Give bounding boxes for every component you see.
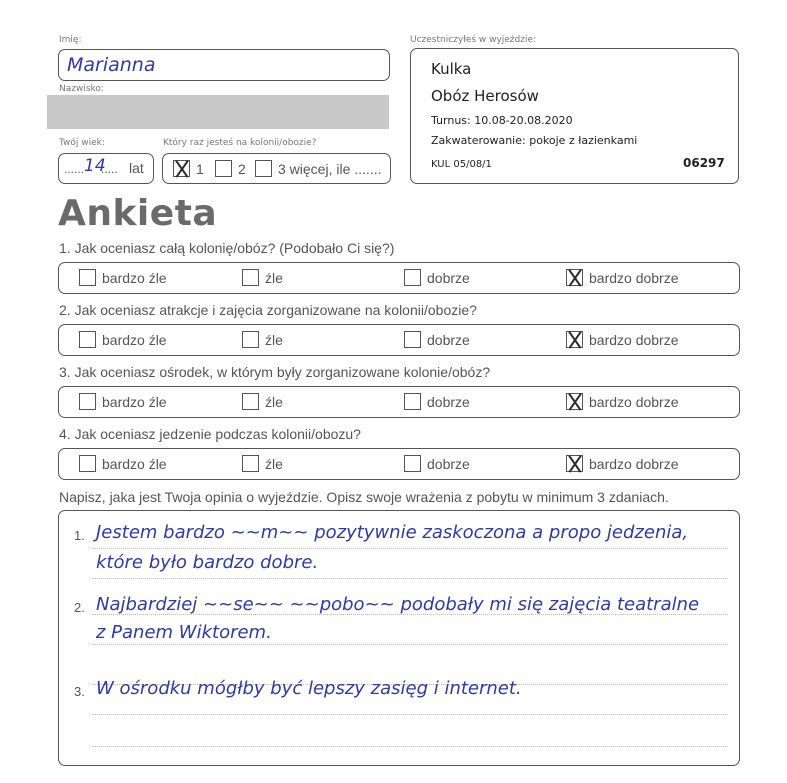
option-bardzo-dobrze[interactable]: bardzo dobrze bbox=[566, 331, 679, 348]
answer-1-line-2: które było bardzo dobre. bbox=[96, 552, 319, 573]
option-bardzo-dobrze[interactable]: bardzo dobrze bbox=[566, 393, 679, 410]
checkbox-checked-icon[interactable] bbox=[566, 331, 583, 348]
checkbox-checked-icon[interactable] bbox=[173, 160, 190, 177]
answer-number-3: 3. bbox=[74, 684, 85, 699]
checkbox-icon[interactable] bbox=[255, 160, 272, 177]
option-dobrze[interactable]: dobrze bbox=[404, 455, 470, 472]
option-dobrze[interactable]: dobrze bbox=[404, 393, 470, 410]
imie-field[interactable] bbox=[58, 49, 390, 81]
answer-number-1: 1. bbox=[74, 528, 85, 543]
ktory-raz-option-1[interactable]: 1 bbox=[173, 160, 204, 177]
ticket-zakwaterowanie: Zakwaterowanie: pokoje z łazienkami bbox=[431, 134, 638, 147]
option-bardzo-dobrze[interactable]: bardzo dobrze bbox=[566, 269, 679, 286]
option-dobrze[interactable]: dobrze bbox=[404, 269, 470, 286]
wiek-field[interactable]: ...... 14 ..... lat bbox=[58, 153, 154, 184]
answer-2-line-1: Najbardziej ~~se~~ ~~pobo~~ podobały mi się zajęcia teatralne bbox=[96, 594, 700, 615]
nazwisko-redacted bbox=[47, 95, 389, 129]
wiek-suffix: lat bbox=[129, 160, 144, 176]
ktory-raz-label: Który raz jesteś na kolonii/obozie? bbox=[163, 138, 317, 148]
checkbox-icon[interactable] bbox=[79, 331, 96, 348]
checkbox-icon[interactable] bbox=[79, 455, 96, 472]
checkbox-icon[interactable] bbox=[79, 393, 96, 410]
ktory-raz-field bbox=[162, 153, 391, 184]
option-zle[interactable]: źle bbox=[242, 269, 283, 286]
imie-label: Imię: bbox=[59, 35, 82, 45]
wiek-value: 14 bbox=[84, 156, 106, 176]
checkbox-icon[interactable] bbox=[404, 269, 421, 286]
option-bardzo-zle[interactable]: bardzo źle bbox=[79, 455, 167, 472]
ticket-camp: Obóz Herosów bbox=[431, 87, 539, 105]
checkbox-icon[interactable] bbox=[242, 269, 259, 286]
option-zle[interactable]: źle bbox=[242, 393, 283, 410]
answer-3-line-1: W ośrodku mógłby być lepszy zasięg i internet. bbox=[96, 678, 522, 699]
checkbox-icon[interactable] bbox=[79, 269, 96, 286]
checkbox-icon[interactable] bbox=[242, 331, 259, 348]
page-title: Ankieta bbox=[58, 193, 218, 234]
question-4: 4. Jak oceniasz jedzenie podczas kolonii/obozu? bbox=[59, 426, 361, 442]
option-zle[interactable]: źle bbox=[242, 455, 283, 472]
nazwisko-label: Nazwisko: bbox=[59, 84, 104, 94]
ruled-line bbox=[92, 548, 728, 549]
answer-2-line-2: z Panem Wiktorem. bbox=[96, 622, 272, 643]
ticket-turnus: Turnus: 10.08-20.08.2020 bbox=[431, 114, 573, 127]
rating-row-1 bbox=[58, 262, 740, 294]
ktory-raz-option-2[interactable]: 2 bbox=[215, 160, 246, 177]
ruled-line bbox=[92, 714, 728, 715]
checkbox-icon[interactable] bbox=[404, 455, 421, 472]
ktory-raz-option-3[interactable]: 3 więcej, ile ....... bbox=[255, 160, 381, 177]
question-3: 3. Jak oceniasz ośrodek, w którym były zorganizowane kolonie/obóz? bbox=[59, 364, 491, 380]
option-dobrze[interactable]: dobrze bbox=[404, 331, 470, 348]
answer-number-2: 2. bbox=[74, 600, 85, 615]
option-bardzo-zle[interactable]: bardzo źle bbox=[79, 331, 167, 348]
checkbox-checked-icon[interactable] bbox=[566, 455, 583, 472]
ticket-box bbox=[410, 48, 739, 184]
checkbox-checked-icon[interactable] bbox=[566, 393, 583, 410]
ruled-line bbox=[92, 578, 728, 579]
checkbox-icon[interactable] bbox=[404, 393, 421, 410]
checkbox-icon[interactable] bbox=[215, 160, 232, 177]
ruled-line bbox=[92, 746, 728, 747]
checkbox-icon[interactable] bbox=[242, 455, 259, 472]
option-bardzo-zle[interactable]: bardzo źle bbox=[79, 393, 167, 410]
option-bardzo-zle[interactable]: bardzo źle bbox=[79, 269, 167, 286]
checkbox-checked-icon[interactable] bbox=[566, 269, 583, 286]
wyjazd-label: Uczestniczyłeś w wyjeździe: bbox=[410, 35, 537, 45]
option-bardzo-dobrze[interactable]: bardzo dobrze bbox=[566, 455, 679, 472]
option-zle[interactable]: źle bbox=[242, 331, 283, 348]
ticket-code: KUL 05/08/1 bbox=[431, 159, 492, 170]
rating-row-3 bbox=[58, 386, 740, 418]
question-1: 1. Jak oceniasz całą kolonię/obóz? (Podobało Ci się?) bbox=[59, 240, 395, 256]
wiek-label: Twój wiek: bbox=[59, 138, 105, 148]
opinion-prompt: Napisz, jaka jest Twoja opinia o wyjeździe. Opisz swoje wrażenia z pobytu w minimum 3 zdaniach. bbox=[59, 489, 669, 505]
ticket-number: 06297 bbox=[683, 156, 725, 170]
rating-row-2 bbox=[58, 324, 740, 356]
rating-row-4 bbox=[58, 448, 740, 480]
question-2: 2. Jak oceniasz atrakcje i zajęcia zorganizowane na kolonii/obozie? bbox=[59, 302, 477, 318]
checkbox-icon[interactable] bbox=[404, 331, 421, 348]
checkbox-icon[interactable] bbox=[242, 393, 259, 410]
imie-value: Marianna bbox=[67, 54, 156, 76]
answer-1-line-1: Jestem bardzo ~~m~~ pozytywnie zaskoczona a propo jedzenia, bbox=[96, 522, 689, 543]
ticket-name: Kulka bbox=[431, 60, 472, 78]
ruled-line bbox=[92, 644, 728, 645]
